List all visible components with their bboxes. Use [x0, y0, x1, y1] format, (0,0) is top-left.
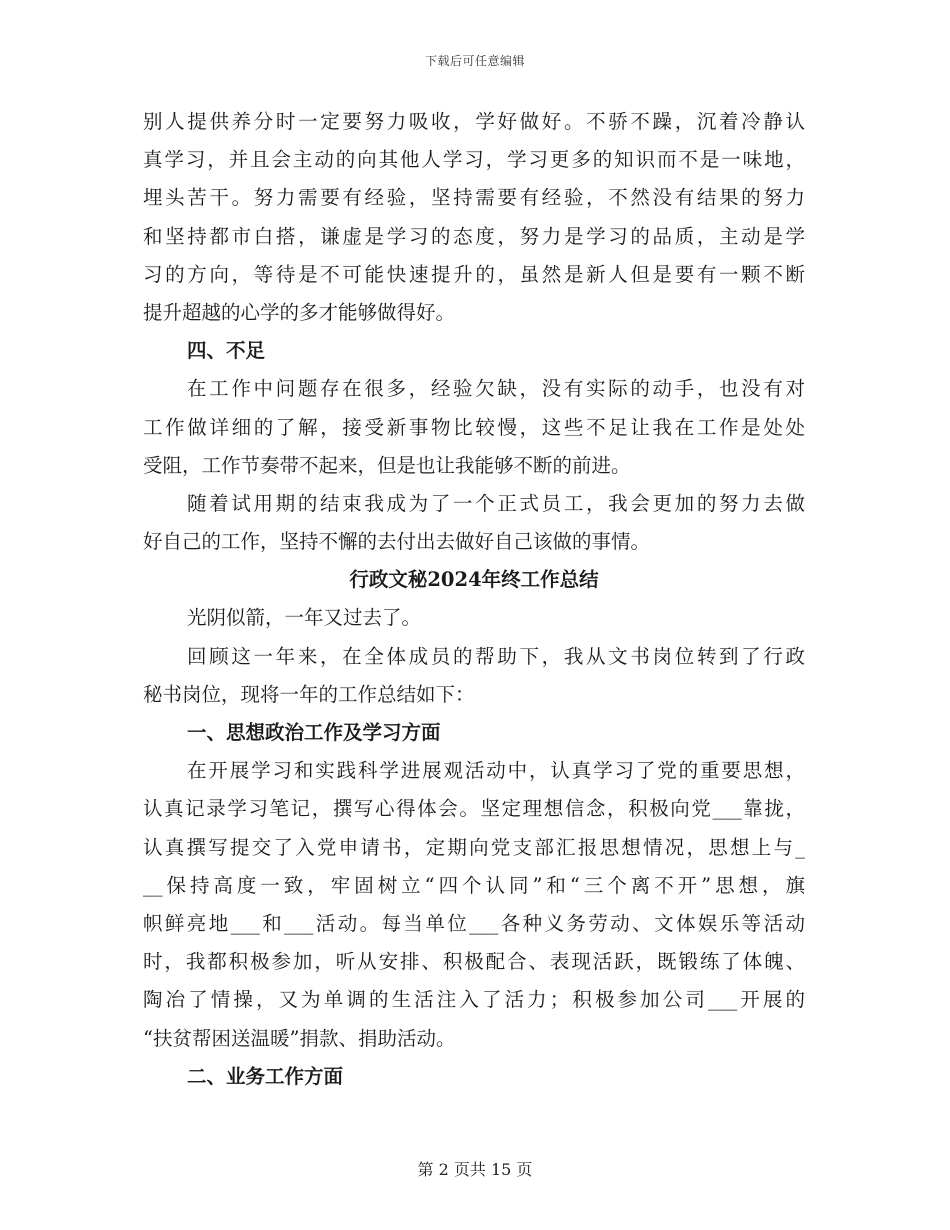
paragraph-line: 认真记录学习笔记，撰写心得体会。坚定理想信念，积极向党___靠拢， [143, 797, 805, 821]
paragraph-line: 提升超越的心学的多才能够做得好。 [143, 300, 456, 324]
paragraph-line: 受阻，工作节奏带不起来，但是也让我能够不断的前进。 [143, 453, 631, 477]
paragraph-line: 和坚持都市白搭，谦虚是学习的态度，努力是学习的品质，主动是学 [143, 224, 805, 248]
section-heading-business-work: 二、业务工作方面 [187, 1064, 344, 1088]
document-body [143, 103, 805, 1096]
section-heading-political-study: 一、思想政治工作及学习方面 [187, 721, 441, 744]
paragraph-line: __保持高度一致，牢固树立“四个认同”和“三个离不开”思想，旗 [143, 873, 805, 897]
paragraph-line: 在开展学习和实践科学进展观活动中，认真学习了党的重要思想， [187, 759, 805, 783]
paragraph-line: 回顾这一年来，在全体成员的帮助下，我从文书岗位转到了行政 [187, 644, 805, 668]
paragraph-line: 秘书岗位，现将一年的工作总结如下： [143, 682, 475, 706]
paragraph-line: 工作做详细的了解，接受新事物比较慢，这些不足让我在工作是处处 [143, 415, 805, 439]
paragraph-line: 陶冶了情操，又为单调的生活注入了活力；积极参加公司___开展的 [143, 988, 805, 1012]
section-heading-shortcomings: 四、不足 [187, 339, 266, 363]
paragraph-line: 真学习，并且会主动的向其他人学习，学习更多的知识而不是一味地， [143, 148, 805, 172]
paragraph-line: 好自己的工作，坚持不懈的去付出去做好自己该做的事情。 [143, 530, 651, 554]
page-header: 下载后可任意编辑 [424, 54, 525, 68]
paragraph-line: 光阴似箭，一年又过去了。 [187, 606, 422, 630]
document-title: 行政文秘2024年终工作总结 [349, 568, 599, 592]
paragraph-line: 在工作中问题存在很多，经验欠缺，没有实际的动手，也没有对 [187, 377, 805, 401]
paragraph-line: 埋头苦干。努力需要有经验，坚持需要有经验，不然没有结果的努力 [143, 186, 805, 210]
paragraph-line: 帜鲜亮地___和___活动。每当单位___各种义务劳动、文体娱乐等活动 [143, 911, 805, 935]
paragraph-line: 时，我都积极参加，听从安排、积极配合、表现活跃，既锻练了体魄、 [143, 950, 805, 974]
paragraph-line: “扶贫帮困送温暖”捐款、捐助活动。 [143, 1026, 456, 1050]
paragraph-line: 随着试用期的结束我成为了一个正式员工，我会更加的努力去做 [187, 491, 805, 515]
page-footer: 第 2 页共 15 页 [417, 1160, 533, 1179]
paragraph-line: 习的方向，等待是不可能快速提升的，虽然是新人但是要有一颗不断 [143, 262, 805, 286]
paragraph-line: 别人提供养分时一定要努力吸收，学好做好。不骄不躁，沉着冷静认 [143, 110, 805, 133]
paragraph-line: 认真撰写提交了入党申请书，定期向党支部汇报思想情况，思想上与_ [143, 835, 805, 859]
